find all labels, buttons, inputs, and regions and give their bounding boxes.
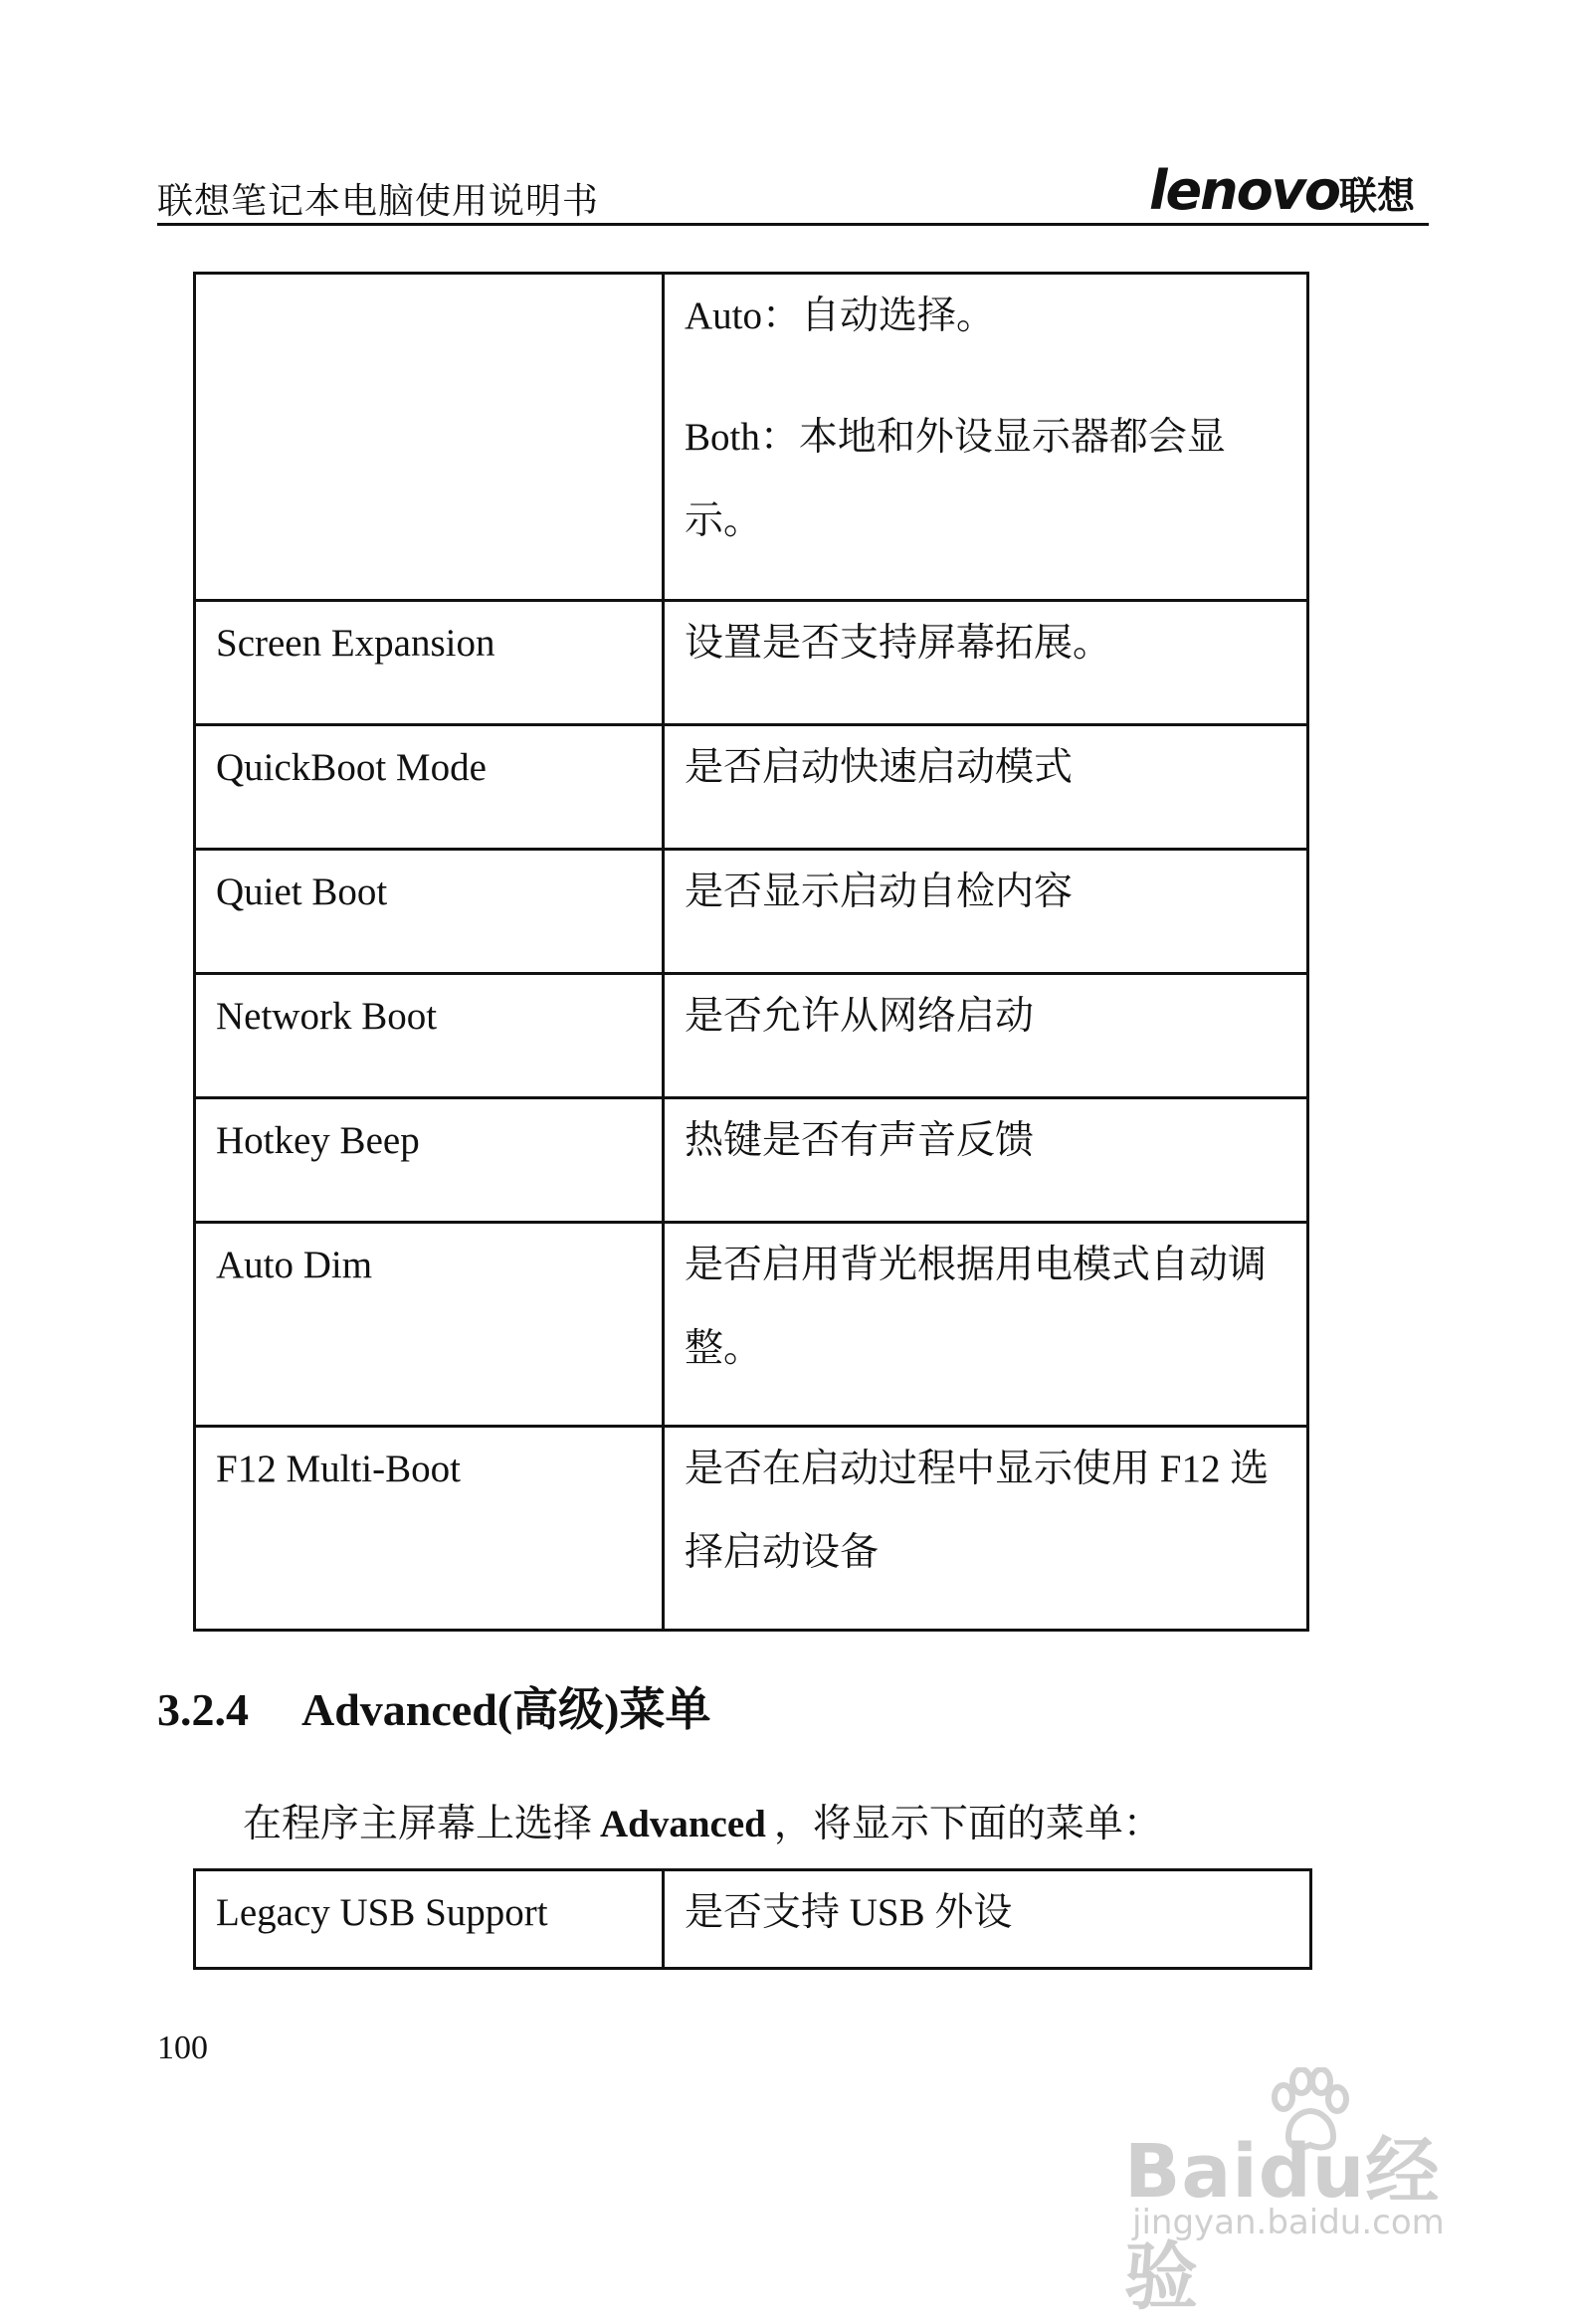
- setting-description: 设置是否支持屏幕拓展。: [685, 622, 1112, 665]
- intro-paragraph: [243, 1793, 1162, 1848]
- setting-description-cell: [664, 601, 1308, 725]
- logo-wordmark: lenovo: [1149, 159, 1339, 222]
- setting-description-cell: [664, 1098, 1308, 1223]
- setting-description: 是否启用背光根据用电模式自动调整。: [685, 1244, 1268, 1370]
- setting-name: QuickBoot Mode: [216, 746, 487, 789]
- setting-name-cell: [195, 1870, 664, 1969]
- setting-description: 热键是否有声音反馈: [685, 1119, 1035, 1162]
- setting-description: 是否允许从网络启动: [685, 995, 1035, 1038]
- setting-description: 是否显示启动自检内容: [685, 871, 1074, 913]
- watermark-url: jingyan.baidu.com: [1132, 2203, 1445, 2242]
- setting-name: Hotkey Beep: [216, 1119, 420, 1162]
- setting-name: Screen Expansion: [216, 622, 495, 665]
- setting-description: 是否启动快速启动模式: [685, 746, 1074, 789]
- bios-settings-table: [193, 272, 1309, 1632]
- baidu-watermark: [1124, 2067, 1482, 2320]
- setting-description: 是否支持 USB 外设: [685, 1891, 1013, 1934]
- setting-description-cell: [664, 974, 1308, 1098]
- section-heading: [157, 1673, 710, 1739]
- table-row: [195, 725, 1308, 850]
- setting-name-cell: [195, 1098, 664, 1223]
- setting-name: Auto Dim: [216, 1244, 373, 1286]
- setting-description-cell: [664, 725, 1308, 850]
- setting-description: Both：本地和外设显示器都会显示。: [685, 416, 1226, 542]
- setting-name-cell: [195, 1427, 664, 1631]
- setting-description-cell: [664, 1427, 1308, 1631]
- setting-name-cell: [195, 601, 664, 725]
- table-row: [195, 1427, 1308, 1631]
- setting-description-cell: [664, 274, 1308, 601]
- setting-description: Auto：自动选择。: [685, 294, 996, 337]
- logo-cn-text: 联想: [1338, 174, 1415, 218]
- setting-name: F12 Multi-Boot: [216, 1448, 461, 1490]
- setting-name-cell: [195, 974, 664, 1098]
- setting-name: Legacy USB Support: [216, 1891, 548, 1934]
- table-row: [195, 974, 1308, 1098]
- document-title: 联想笔记本电脑使用说明书: [157, 181, 600, 221]
- watermark-brand: Baidu经验: [1124, 2129, 1441, 2320]
- section-number: 3.2.4: [157, 1684, 249, 1735]
- setting-description: 是否在启动过程中显示使用 F12 选择启动设备: [685, 1448, 1270, 1574]
- setting-name-cell: [195, 1223, 664, 1427]
- setting-name-cell: [195, 725, 664, 850]
- table-row: [195, 1098, 1308, 1223]
- table-row: [195, 1223, 1308, 1427]
- lenovo-logo: [1149, 159, 1415, 222]
- intro-text-before: 在程序主屏幕上选择: [243, 1803, 593, 1845]
- setting-description-cell: [664, 850, 1308, 974]
- setting-description-cell: [664, 1870, 1311, 1969]
- table-row: [195, 850, 1308, 974]
- setting-description-cell: [664, 1223, 1308, 1427]
- setting-name: Quiet Boot: [216, 871, 388, 913]
- table-row: [195, 274, 1308, 601]
- page-header: [157, 159, 1429, 226]
- page-number: 100: [157, 2030, 208, 2066]
- setting-name-cell: [195, 850, 664, 974]
- intro-menu-name: Advanced: [600, 1803, 766, 1845]
- section-title: Advanced(高级)菜单: [301, 1684, 711, 1735]
- advanced-settings-table: [193, 1868, 1312, 1970]
- setting-name: Network Boot: [216, 995, 438, 1038]
- setting-name-cell: [195, 274, 664, 601]
- table-row: [195, 1870, 1311, 1969]
- intro-text-after: ，将显示下面的菜单：: [773, 1803, 1162, 1845]
- table-row: [195, 601, 1308, 725]
